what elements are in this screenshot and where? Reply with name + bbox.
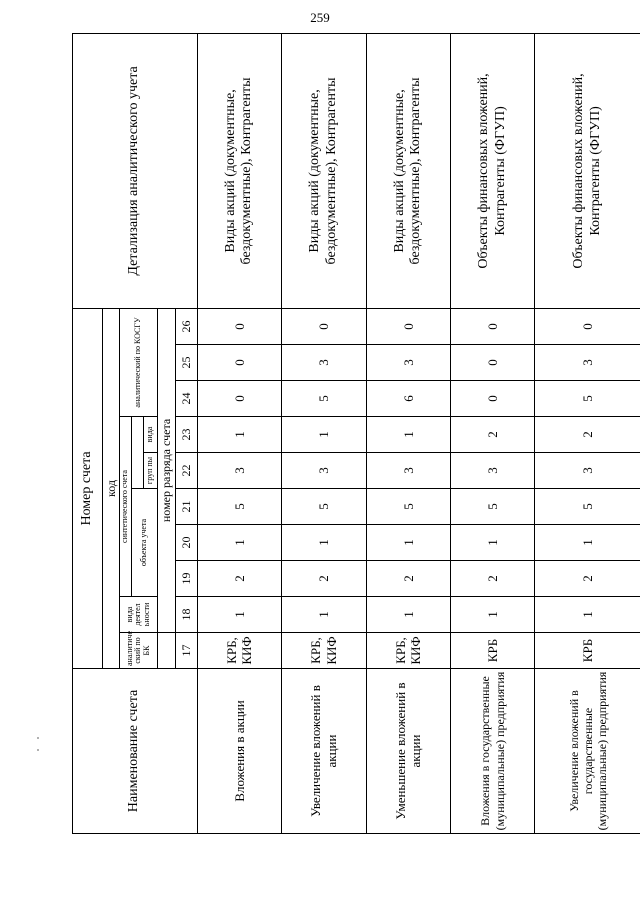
- digit-19: 19: [175, 561, 197, 597]
- row-d23: 2: [451, 417, 535, 453]
- row-name: Уменьшение вложений в акции: [366, 669, 450, 834]
- row-d22: 3: [535, 453, 640, 489]
- header-detail: Детализация аналитического учета: [73, 33, 198, 308]
- digit-22: 22: [175, 453, 197, 489]
- row-d25: 0: [197, 345, 281, 381]
- row-d18: 1: [197, 597, 281, 633]
- rotated-table-container: [72, 34, 640, 834]
- row-bk: КРБ: [451, 633, 535, 669]
- header-account-number: Номер счета: [73, 308, 103, 668]
- row-d21: 5: [366, 489, 450, 525]
- row-d20: 1: [366, 525, 450, 561]
- row-d20: 1: [197, 525, 281, 561]
- row-d25: 3: [282, 345, 366, 381]
- digit-21: 21: [175, 489, 197, 525]
- row-d23: 1: [366, 417, 450, 453]
- row-detail: Объекты финансовых вложений, Контрагенты (ФГУП): [451, 33, 535, 308]
- header-analytical-kosgu: аналитический по КОСГУ: [120, 308, 158, 416]
- row-d24: 6: [366, 381, 450, 417]
- row-d18: 1: [451, 597, 535, 633]
- row-name: Увеличение вложений в акции: [282, 669, 366, 834]
- row-d21: 5: [451, 489, 535, 525]
- digit-17: 17: [175, 633, 197, 669]
- row-detail: Виды акций (документные, бездокументные), Контрагенты: [197, 33, 281, 308]
- header-digit-row-label: номер разряда счета: [158, 308, 175, 632]
- row-d19: 2: [282, 561, 366, 597]
- row-d22: 3: [197, 453, 281, 489]
- row-d18: 1: [535, 597, 640, 633]
- table-row: [535, 33, 640, 833]
- row-d19: 2: [451, 561, 535, 597]
- row-d23: 1: [197, 417, 281, 453]
- header-account-name: Наименование счета: [73, 669, 198, 834]
- row-d20: 1: [535, 525, 640, 561]
- row-d22: 3: [282, 453, 366, 489]
- scan-dot: [37, 749, 39, 751]
- digit-20: 20: [175, 525, 197, 561]
- header-analytical-bk: аналитиче ский по БК: [120, 633, 158, 669]
- table-row: [366, 33, 450, 833]
- table-row: [197, 33, 281, 833]
- row-bk: КРБ: [535, 633, 640, 669]
- header-spacer: [158, 633, 175, 669]
- row-d24: 5: [535, 381, 640, 417]
- row-d26: 0: [535, 308, 640, 344]
- row-d24: 0: [451, 381, 535, 417]
- row-d24: 0: [197, 381, 281, 417]
- row-d24: 5: [282, 381, 366, 417]
- digit-25: 25: [175, 345, 197, 381]
- row-name: Вложения в государственные (муниципальные) предприятия: [451, 669, 535, 834]
- accounts-table: [72, 33, 640, 834]
- header-activity-type: вида деятел ьности: [120, 597, 158, 633]
- row-d26: 0: [366, 308, 450, 344]
- digit-18: 18: [175, 597, 197, 633]
- row-detail: Виды акций (документные, бездокументные), Контрагенты: [282, 33, 366, 308]
- row-d18: 1: [366, 597, 450, 633]
- row-detail: Объекты финансовых вложений, Контрагенты (ФГУП): [535, 33, 640, 308]
- row-d26: 0: [451, 308, 535, 344]
- row-d21: 5: [282, 489, 366, 525]
- row-bk: КРБ, КИФ: [197, 633, 281, 669]
- digit-23: 23: [175, 417, 197, 453]
- row-d21: 5: [197, 489, 281, 525]
- row-d25: 0: [451, 345, 535, 381]
- row-d22: 3: [451, 453, 535, 489]
- row-d19: 2: [197, 561, 281, 597]
- row-detail: Виды акций (документные, бездокументные), Контрагенты: [366, 33, 450, 308]
- row-bk: КРБ, КИФ: [366, 633, 450, 669]
- table-row: [451, 33, 535, 833]
- row-d20: 1: [451, 525, 535, 561]
- row-d20: 1: [282, 525, 366, 561]
- row-d26: 0: [197, 308, 281, 344]
- scan-dot: [37, 737, 39, 739]
- page-number: 259: [310, 10, 330, 25]
- row-d21: 5: [535, 489, 640, 525]
- row-d26: 0: [282, 308, 366, 344]
- row-d19: 2: [366, 561, 450, 597]
- header-object: объекта учета: [132, 489, 158, 597]
- row-d18: 1: [282, 597, 366, 633]
- row-d23: 2: [535, 417, 640, 453]
- header-group-kind-spacer: [132, 417, 144, 489]
- digit-24: 24: [175, 381, 197, 417]
- row-d23: 1: [282, 417, 366, 453]
- header-kind: вида: [144, 417, 158, 453]
- row-name: Вложения в акции: [197, 669, 281, 834]
- table-row: [282, 33, 366, 833]
- header-group: груп пы: [144, 453, 158, 489]
- row-name: Увеличение вложений в государственные (муниципальные) предприятия: [535, 669, 640, 834]
- row-d25: 3: [366, 345, 450, 381]
- row-d19: 2: [535, 561, 640, 597]
- row-bk: КРБ, КИФ: [282, 633, 366, 669]
- row-d22: 3: [366, 453, 450, 489]
- digit-26: 26: [175, 308, 197, 344]
- row-d25: 3: [535, 345, 640, 381]
- header-synthetic: синтетического счета: [120, 417, 132, 597]
- header-code: код: [103, 308, 120, 668]
